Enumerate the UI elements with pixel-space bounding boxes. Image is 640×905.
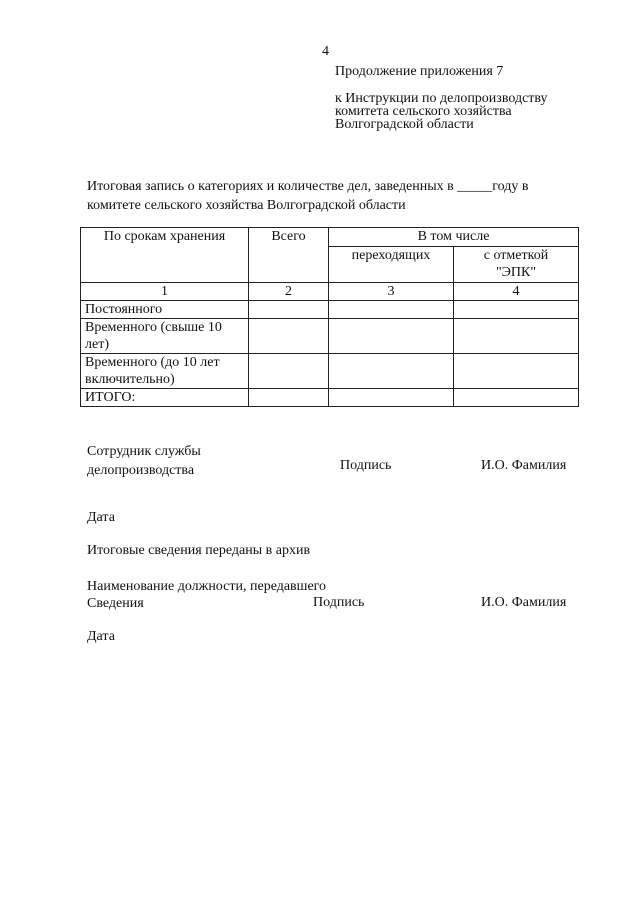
date-label: Дата [87, 510, 115, 525]
instruction-line: Волгоградской области [335, 117, 474, 132]
employee-role [87, 442, 201, 480]
table-row [81, 389, 579, 407]
column-number: 3 [329, 283, 454, 301]
table-cell [249, 319, 329, 354]
role-line: Наименование должности, передавшего [87, 579, 327, 594]
row-label: ИТОГО: [81, 389, 249, 407]
heading-line: Итоговая запись о категориях и количестве дел, заведенных в _____году в [87, 179, 529, 194]
table-cell [249, 389, 329, 407]
header-epk [454, 247, 579, 283]
table-row [81, 354, 579, 389]
table-cell [249, 354, 329, 389]
table-cell [454, 354, 579, 389]
table-cell [454, 389, 579, 407]
table-row [81, 301, 579, 319]
header-total: Всего [249, 228, 329, 283]
header-transitional: переходящих [329, 247, 454, 283]
sender-position [87, 578, 326, 612]
table-cell [329, 354, 454, 389]
column-number: 1 [81, 283, 249, 301]
table-cell [249, 301, 329, 319]
signature-label: Подпись [313, 595, 365, 610]
archive-note: Итоговые сведения переданы в архив [87, 543, 311, 558]
header-including: В том числе [329, 228, 579, 247]
row-label: Временного (до 10 лет включительно) [81, 354, 249, 389]
row-label: Временного (свыше 10 лет) [81, 319, 249, 354]
role-line: Сведения [87, 596, 144, 611]
header-epk-line: "ЭПК" [495, 265, 537, 280]
name-label: И.О. Фамилия [481, 458, 567, 473]
column-numbers-row [81, 283, 579, 301]
signature-label: Подпись [340, 458, 392, 473]
instruction-line: комитета сельского хозяйства [335, 104, 512, 119]
document-heading [87, 177, 529, 215]
column-number: 2 [249, 283, 329, 301]
heading-line: комитете сельского хозяйства Волгоградской области [87, 198, 406, 213]
row-label: Постоянного [81, 301, 249, 319]
records-table [80, 227, 579, 407]
role-line: Сотрудник службы [87, 444, 201, 459]
appendix-title: Продолжение приложения 7 [335, 64, 504, 79]
header-storage: По срокам хранения [81, 228, 249, 283]
instruction-reference [335, 92, 548, 131]
page-number: 4 [322, 44, 329, 59]
table-cell [329, 389, 454, 407]
column-number: 4 [454, 283, 579, 301]
table-cell [329, 301, 454, 319]
name-label: И.О. Фамилия [481, 595, 567, 610]
instruction-line: к Инструкции по делопроизводству [335, 91, 548, 106]
date-label: Дата [87, 629, 115, 644]
table-cell [329, 319, 454, 354]
role-line: делопроизводства [87, 463, 195, 478]
table-cell [454, 319, 579, 354]
header-epk-line: с отметкой [483, 248, 549, 263]
table-row [81, 319, 579, 354]
table-cell [454, 301, 579, 319]
